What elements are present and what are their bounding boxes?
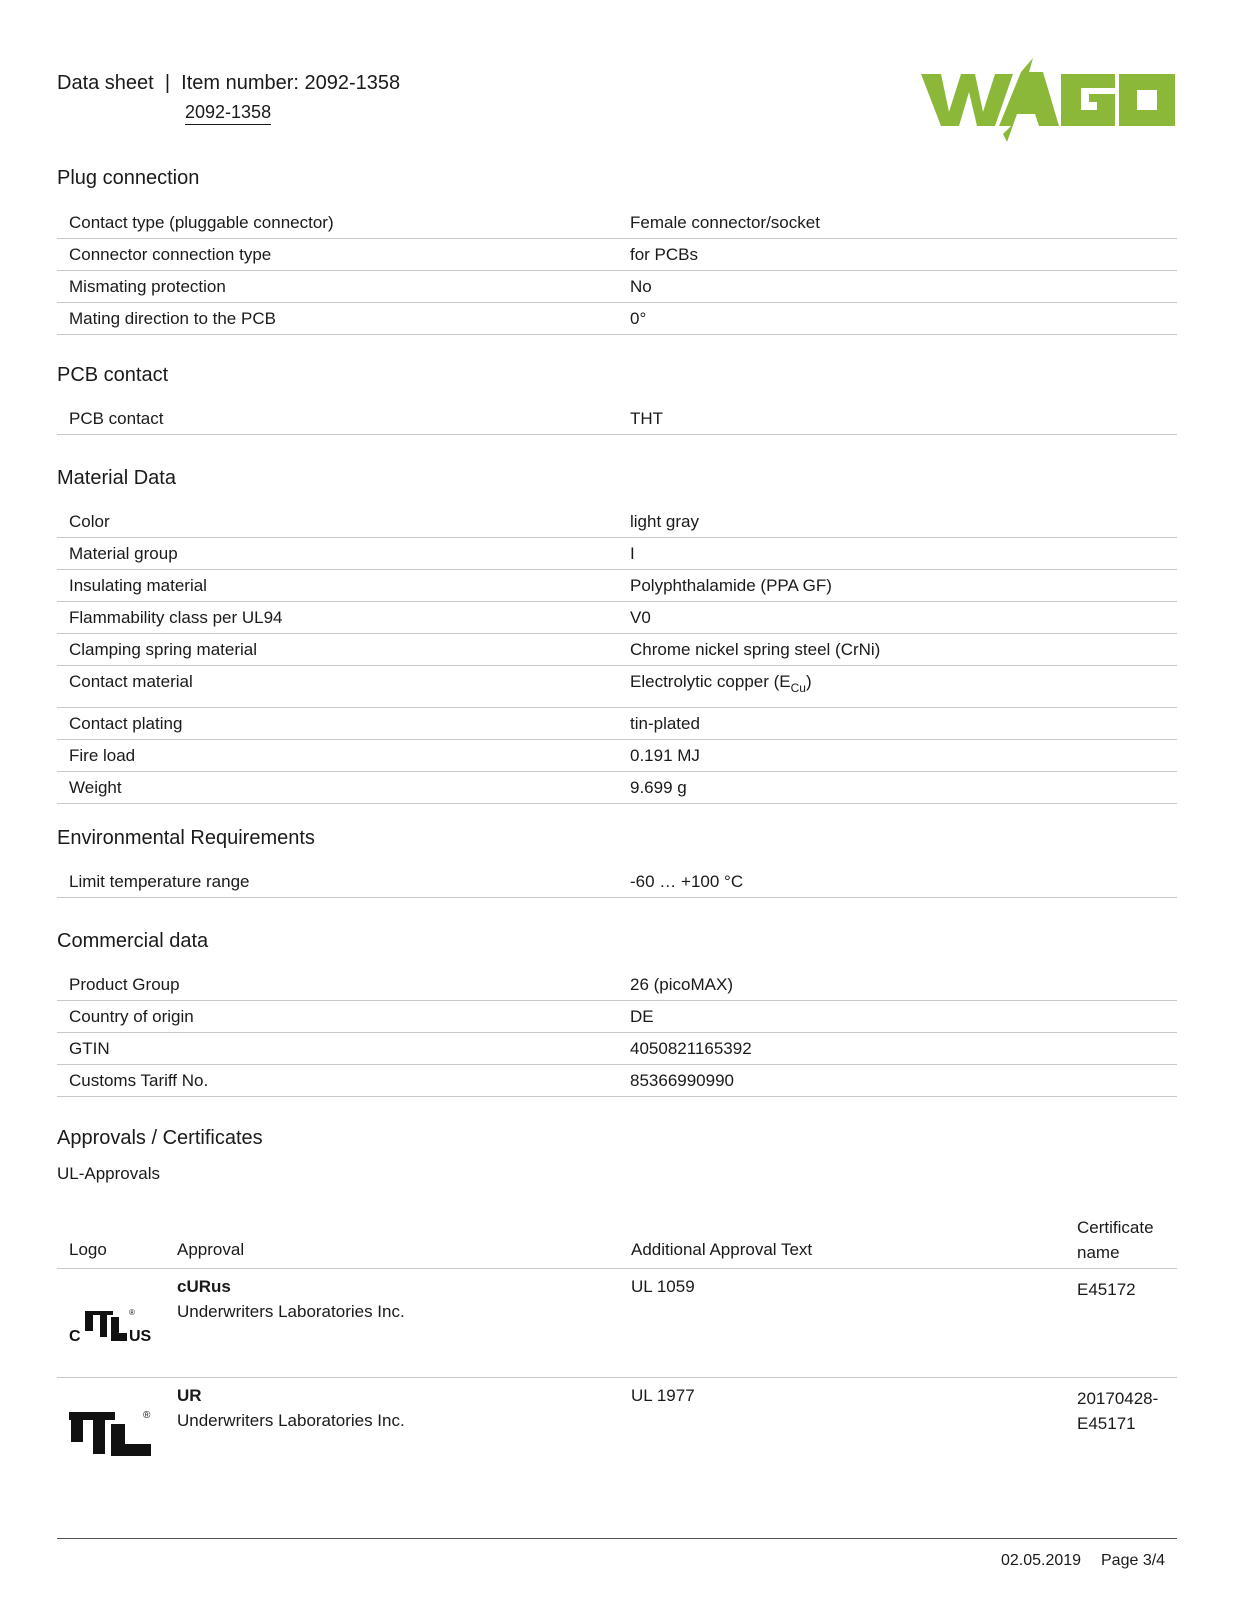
table-row: Color light gray [57,506,1177,538]
table-row: Customs Tariff No. 85366990990 [57,1065,1177,1097]
table-row [57,1269,1177,1378]
column-header-certificate-name: Certificate name [1077,1218,1154,1262]
table-row: Insulating material Polyphthalamide (PPA GF) [57,570,1177,602]
column-header-approval: Approval [177,1240,245,1259]
certificate-name: 20170428-E45171 [1077,1389,1159,1433]
footer-date: 02.05.2019 [1001,1552,1082,1569]
approval-organization: Underwriters Laboratories Inc. [177,1302,405,1321]
svg-text:US: US [129,1328,152,1345]
table-row: Weight 9.699 g [57,772,1177,804]
subsection-title-ul-approvals: UL-Approvals [57,1164,160,1183]
approval-text: UL 1977 [631,1386,695,1405]
wago-logo [921,58,1177,142]
section-title-environmental: Environmental Requirements [57,827,315,849]
environmental-table [57,866,1177,898]
material-data-table [57,506,1177,804]
section-title-plug-connection: Plug connection [57,167,200,189]
table-row: Product Group 26 (picoMAX) [57,969,1177,1001]
table-row: Contact material Electrolytic copper $(E_{Cu})$ [57,666,1177,708]
approvals-table-header [57,1208,1177,1269]
plug-connection-table [57,207,1177,335]
svg-text:®: ® [129,1308,135,1317]
section-title-commercial-data: Commercial data [57,930,209,952]
section-title-material-data: Material Data [57,467,176,489]
page-title: Data sheet | Item number: 2092-1358 [57,72,401,94]
table-row: Flammability class per UL94 V0 [57,602,1177,634]
ur-icon [67,1406,159,1462]
footer-page-number: Page 3/4 [1101,1552,1166,1569]
pcb-contact-table [57,403,1177,435]
approval-text: UL 1059 [631,1277,695,1296]
table-row: GTIN 4050821165392 [57,1033,1177,1065]
table-row: Limit temperature range -60 … +100 °C [57,866,1177,898]
column-header-additional-text: Additional Approval Text [631,1240,813,1259]
approval-name: cURus [177,1277,231,1296]
table-row: Contact type (pluggable connector) Female connector/socket [57,207,1177,239]
c-ul-us-icon [67,1303,159,1345]
table-row: Country of origin DE [57,1001,1177,1033]
item-number-link[interactable]: 2092-1358 [185,100,271,125]
table-row: Contact plating tin-plated [57,708,1177,740]
table-row: Mating direction to the PCB 0° [57,303,1177,335]
approval-organization: Underwriters Laboratories Inc. [177,1411,405,1430]
footer-divider [57,1538,1177,1539]
svg-text:C: C [69,1328,81,1345]
column-header-logo: Logo [69,1240,107,1259]
svg-text:®: ® [143,1410,151,1421]
table-row: PCB contact THT [57,403,1177,435]
table-row: Fire load 0.191 MJ [57,740,1177,772]
approvals-table [57,1208,1177,1486]
table-row: Mismating protection No [57,271,1177,303]
table-row: Material group I [57,538,1177,570]
certificate-name: E45172 [1077,1280,1136,1299]
table-row: Connector connection type for PCBs [57,239,1177,271]
section-title-approvals: Approvals / Certificates [57,1127,263,1149]
commercial-data-table [57,969,1177,1097]
table-row: Clamping spring material Chrome nickel spring steel (CrNi) [57,634,1177,666]
approval-name: UR [177,1386,202,1405]
section-title-pcb-contact: PCB contact [57,364,169,386]
table-row [57,1378,1177,1486]
